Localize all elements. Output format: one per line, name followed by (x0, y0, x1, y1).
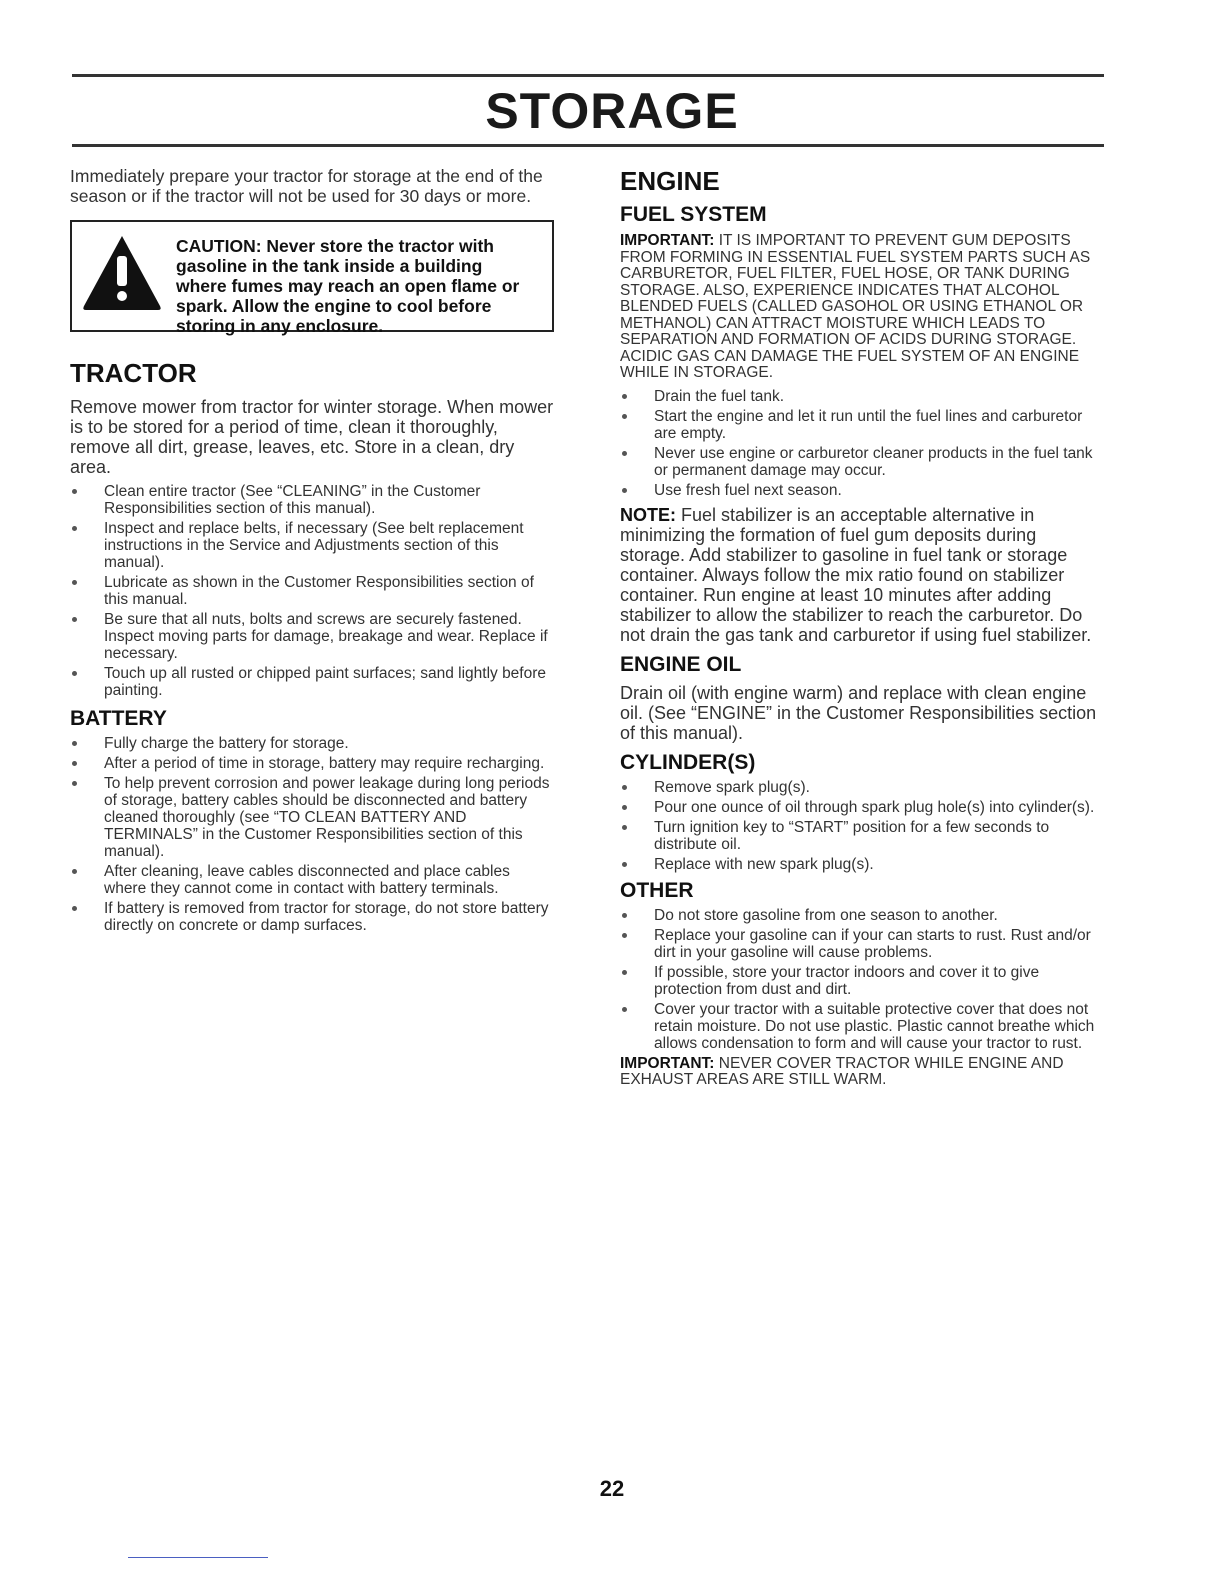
other-important-paragraph (620, 1056, 1104, 1089)
list-item: After a period of time in storage, battery may require recharging. (70, 755, 554, 772)
important-label: IMPORTANT: (620, 1054, 715, 1072)
note-label: NOTE: (620, 504, 676, 525)
fuel-system-heading: FUEL SYSTEM (620, 203, 767, 226)
list-item: Never use engine or carburetor cleaner products in the fuel tank or permanent damage may occur. (620, 445, 1104, 479)
caution-text: CAUTION: Never store the tractor with gasoline in the tank inside a building where fumes may reach an open flame or spark. Allow the engine to cool before storing in any enclosure. (176, 236, 520, 336)
fuel-system-list (620, 388, 1104, 499)
footer-line (128, 1557, 268, 1558)
engine-heading: ENGINE (620, 166, 720, 196)
list-item: Replace your gasoline can if your can starts to rust. Rust and/or dirt in your gasoline will cause problems. (620, 927, 1104, 961)
engine-oil-text: Drain oil (with engine warm) and replace with clean engine oil. (See “ENGINE” in the Customer Responsibilities section of this manual). (620, 682, 1097, 743)
note-paragraph (620, 505, 1104, 645)
list-item: After cleaning, leave cables disconnected and place cables where they cannot come in contact with battery terminals. (70, 863, 554, 897)
title-top-rule (72, 74, 1104, 77)
list-item: Drain the fuel tank. (620, 388, 1104, 405)
cylinders-heading: CYLINDER(S) (620, 750, 756, 774)
left-column (70, 166, 554, 937)
battery-heading: BATTERY (70, 707, 167, 730)
list-item: If possible, store your tractor indoors and cover it to give protection from dust and dirt. (620, 964, 1104, 998)
list-item: Cover your tractor with a suitable protective cover that does not retain moisture. Do not use plastic. Plastic cannot breathe which allows condensation to form and will cause your tractor to rust. (620, 1001, 1104, 1052)
important-text: NEVER COVER TRACTOR WHILE ENGINE AND EXHAUST AREAS ARE STILL WARM. (620, 1054, 1064, 1088)
other-heading: OTHER (620, 878, 694, 902)
important-text: IT IS IMPORTANT TO PREVENT GUM DEPOSITS FROM FORMING IN ESSENTIAL FUEL SYSTEM PARTS SUCH AS CARBURETOR, FUEL FILTER, FUEL HOSE, OR TANK DURING STORAGE. ALSO, EXPERIENCE INDICATES THAT ALCOHOL BLENDED FUELS (CALLED GASOHOL OR USING ETHANOL OR METHANOL) CAN ATTRACT MOISTURE WHICH LEADS TO SEPARATION AND FORMATION OF ACIDS DURING STORAGE. ACIDIC GAS CAN DAMAGE THE FUEL SYSTEM OF AN ENGINE WHILE IN STORAGE. (620, 232, 1091, 381)
list-item: Touch up all rusted or chipped paint surfaces; sand lightly before painting. (70, 665, 554, 699)
cylinders-list (620, 779, 1104, 873)
fuel-important-paragraph (620, 233, 1104, 382)
tractor-heading: TRACTOR (70, 358, 197, 388)
list-item: Be sure that all nuts, bolts and screws are securely fastened. Inspect moving parts for damage, breakage and wear. Replace if necessary. (70, 611, 554, 662)
list-item: Fully charge the battery for storage. (70, 735, 554, 752)
page-number: 22 (599, 1476, 625, 1501)
list-item: To help prevent corrosion and power leakage during long periods of storage, battery cables should be disconnected and battery cleaned thoroughly (see “TO CLEAN BATTERY AND TERMINALS” in the Customer Responsibilities section of this manual). (70, 775, 554, 860)
list-item: If battery is removed from tractor for storage, do not store battery directly on concrete or damp surfaces. (70, 900, 554, 934)
list-item: Remove spark plug(s). (620, 779, 1104, 796)
note-text: Fuel stabilizer is an acceptable alternative in minimizing the formation of fuel gum deposits during storage. Add stabilizer to gasoline in fuel tank or storage container. Always follow the mix ratio found on stabilizer container. Run engine at least 10 minutes after adding stabilizer to allow the stabilizer to reach the carburetor. Do not drain the gas tank and carburetor if using fuel stabilizer. (620, 504, 1092, 645)
page-title: STORAGE (485, 83, 739, 139)
important-label: IMPORTANT: (620, 232, 715, 249)
right-column (620, 166, 1104, 1089)
list-item: Lubricate as shown in the Customer Responsibilities section of this manual. (70, 574, 554, 608)
list-item: Inspect and replace belts, if necessary (See belt replacement instructions in the Service and Adjustments section of this manual). (70, 520, 554, 571)
list-item: Do not store gasoline from one season to another. (620, 907, 1104, 924)
caution-box (70, 220, 554, 336)
warning-triangle-icon (80, 232, 164, 312)
list-item: Replace with new spark plug(s). (620, 856, 1104, 873)
list-item: Use fresh fuel next season. (620, 482, 1104, 499)
intro-paragraph: Immediately prepare your tractor for storage at the end of the season or if the tractor will not be used for 30 days or more. (70, 166, 543, 206)
tractor-intro: Remove mower from tractor for winter storage. When mower is to be stored for a period of time, clean it thoroughly, remove all dirt, grease, leaves, etc. Store in a clean, dry area. (70, 397, 554, 477)
list-item: Clean entire tractor (See “CLEANING” in the Customer Responsibilities section of this manual). (70, 483, 554, 517)
engine-oil-heading: ENGINE OIL (620, 652, 742, 676)
battery-list (70, 735, 554, 934)
title-bottom-rule (72, 144, 1104, 147)
tractor-list (70, 483, 554, 699)
other-list (620, 907, 1104, 1052)
list-item: Turn ignition key to “START” position for a few seconds to distribute oil. (620, 819, 1104, 853)
list-item: Pour one ounce of oil through spark plug hole(s) into cylinder(s). (620, 799, 1104, 816)
list-item: Start the engine and let it run until the fuel lines and carburetor are empty. (620, 408, 1104, 442)
